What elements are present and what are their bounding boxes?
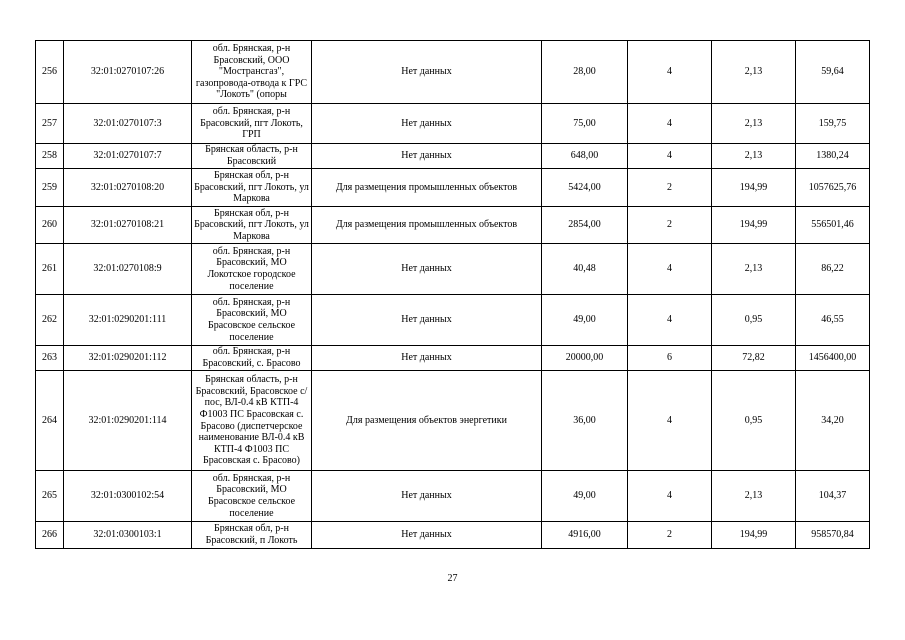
area-cell: 648,00 [542,144,628,169]
address-cell: Брянская область, р-н Брасовский [192,144,312,169]
group-cell: 4 [628,244,712,295]
land-parcels-table [35,40,870,549]
area-cell: 4916,00 [542,522,628,549]
address-cell: обл. Брянская, р-н Брасовский, МО Брасовское сельское поселение [192,471,312,522]
purpose-cell: Нет данных [312,295,542,346]
cadastral-number-cell: 32:01:0270107:7 [64,144,192,169]
row-number-cell: 264 [36,371,64,471]
row-number-cell: 257 [36,104,64,144]
area-cell: 20000,00 [542,346,628,371]
group-cell: 6 [628,346,712,371]
area-cell: 40,48 [542,244,628,295]
cadastral-number-cell: 32:01:0270108:9 [64,244,192,295]
group-cell: 2 [628,169,712,207]
value-cell: 46,55 [796,295,870,346]
value-cell: 104,37 [796,471,870,522]
group-cell: 4 [628,104,712,144]
address-cell: Брянская обл, р-н Брасовский, пгт Локоть, ул Маркова [192,207,312,244]
rate-cell: 2,13 [712,144,796,169]
cadastral-number-cell: 32:01:0270108:21 [64,207,192,244]
rate-cell: 194,99 [712,207,796,244]
area-cell: 75,00 [542,104,628,144]
purpose-cell: Нет данных [312,346,542,371]
row-number-cell: 260 [36,207,64,244]
address-cell: Брянская обл, р-н Брасовский, пгт Локоть, ул Маркова [192,169,312,207]
value-cell: 1380,24 [796,144,870,169]
area-cell: 2854,00 [542,207,628,244]
value-cell: 86,22 [796,244,870,295]
address-cell: обл. Брянская, р-н Брасовский, с. Брасово [192,346,312,371]
rate-cell: 194,99 [712,522,796,549]
row-number-cell: 259 [36,169,64,207]
group-cell: 4 [628,471,712,522]
address-cell: Брянская обл, р-н Брасовский, п Локоть [192,522,312,549]
cadastral-number-cell: 32:01:0290201:112 [64,346,192,371]
area-cell: 49,00 [542,295,628,346]
area-cell: 49,00 [542,471,628,522]
cadastral-number-cell: 32:01:0270108:20 [64,169,192,207]
row-number-cell: 256 [36,41,64,104]
rate-cell: 2,13 [712,104,796,144]
address-cell: обл. Брянская, р-н Брасовский, МО Локотское городское поселение [192,244,312,295]
area-cell: 36,00 [542,371,628,471]
rate-cell: 0,95 [712,371,796,471]
rate-cell: 2,13 [712,41,796,104]
table-row [36,295,870,346]
group-cell: 4 [628,41,712,104]
rate-cell: 0,95 [712,295,796,346]
value-cell: 1057625,76 [796,169,870,207]
table-row [36,41,870,104]
purpose-cell: Для размещения промышленных объектов [312,169,542,207]
address-cell: обл. Брянская, р-н Брасовский, пгт Локоть, ГРП [192,104,312,144]
purpose-cell: Нет данных [312,522,542,549]
purpose-cell: Для размещения объектов энергетики [312,371,542,471]
cadastral-number-cell: 32:01:0290201:111 [64,295,192,346]
group-cell: 2 [628,207,712,244]
value-cell: 159,75 [796,104,870,144]
table-row [36,244,870,295]
value-cell: 556501,46 [796,207,870,244]
address-cell: обл. Брянская, р-н Брасовский, ООО "Мострансгаз", газопровода-отвода к ГРС "Локоть" (опоры [192,41,312,104]
cadastral-number-cell: 32:01:0300102:54 [64,471,192,522]
row-number-cell: 262 [36,295,64,346]
purpose-cell: Нет данных [312,104,542,144]
row-number-cell: 265 [36,471,64,522]
purpose-cell: Для размещения промышленных объектов [312,207,542,244]
purpose-cell: Нет данных [312,471,542,522]
group-cell: 2 [628,522,712,549]
rate-cell: 72,82 [712,346,796,371]
purpose-cell: Нет данных [312,41,542,104]
table-row [36,371,870,471]
row-number-cell: 261 [36,244,64,295]
row-number-cell: 258 [36,144,64,169]
rate-cell: 194,99 [712,169,796,207]
area-cell: 5424,00 [542,169,628,207]
table-row [36,207,870,244]
group-cell: 4 [628,144,712,169]
rate-cell: 2,13 [712,244,796,295]
address-cell: Брянская область, р-н Брасовский, Брасовское с/пос, ВЛ-0.4 кВ КТП-4 Ф1003 ПС Брасовская с. Брасово (диспетчерское наименование ВЛ-0.4 кВ КТП-4 Ф1003 ПС Брасовская с. Брасово) [192,371,312,471]
table-row [36,346,870,371]
cadastral-number-cell: 32:01:0270107:3 [64,104,192,144]
table-row [36,104,870,144]
table-row [36,169,870,207]
table-row [36,522,870,549]
table-row [36,144,870,169]
value-cell: 34,20 [796,371,870,471]
cadastral-number-cell: 32:01:0300103:1 [64,522,192,549]
page-number: 27 [447,573,458,584]
cadastral-number-cell: 32:01:0270107:26 [64,41,192,104]
value-cell: 958570,84 [796,522,870,549]
purpose-cell: Нет данных [312,244,542,295]
address-cell: обл. Брянская, р-н Брасовский, МО Брасовское сельское поселение [192,295,312,346]
row-number-cell: 263 [36,346,64,371]
group-cell: 4 [628,371,712,471]
area-cell: 28,00 [542,41,628,104]
row-number-cell: 266 [36,522,64,549]
group-cell: 4 [628,295,712,346]
table-row [36,471,870,522]
rate-cell: 2,13 [712,471,796,522]
cadastral-number-cell: 32:01:0290201:114 [64,371,192,471]
value-cell: 59,64 [796,41,870,104]
value-cell: 1456400,00 [796,346,870,371]
purpose-cell: Нет данных [312,144,542,169]
